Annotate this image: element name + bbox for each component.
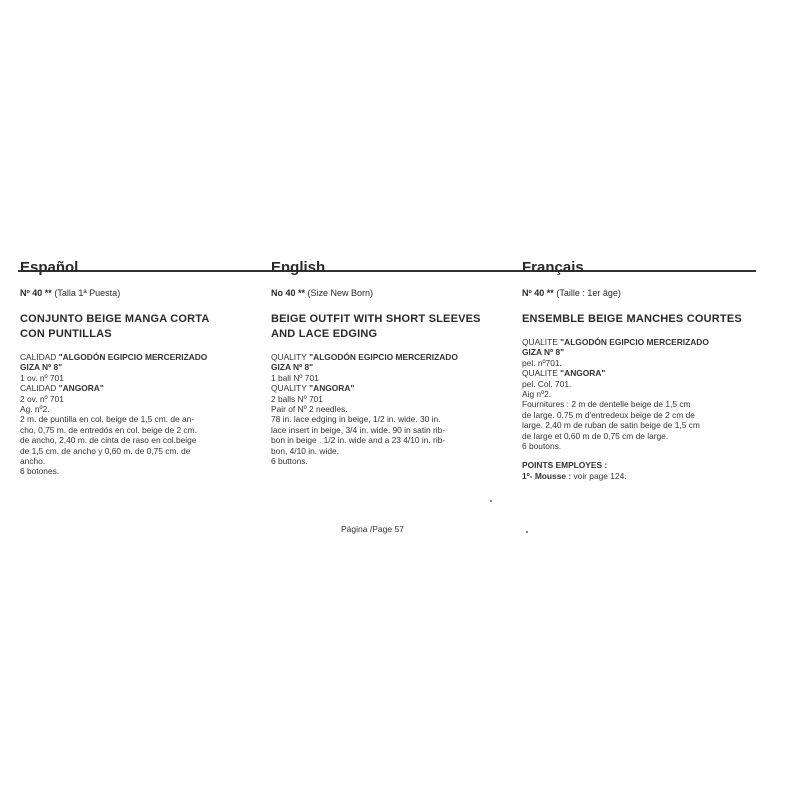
language-heading: Español	[20, 259, 79, 276]
quality-amount: 1 ov. nº 701	[20, 372, 64, 383]
column-english	[271, 254, 509, 466]
pattern-number: No 40 **	[271, 288, 306, 298]
materials-line: lace insert in beige, 3/4 in. wide. 90 in satin rib-	[271, 424, 446, 435]
quality-value: "ALGODÓN EGIPCIO MERCERIZADO	[58, 352, 208, 362]
scan-speck	[490, 500, 492, 502]
materials-line: 6 botones.	[20, 466, 60, 477]
quality-label: QUALITY	[271, 352, 307, 362]
materials-line: 6 boutons.	[522, 441, 562, 452]
materials-line: de large et 0,60 m de 0,75 cm de large.	[522, 430, 669, 441]
quality-amount: pel. nº701.	[522, 357, 562, 368]
pattern-reference	[20, 288, 258, 299]
quality-value: "ALGODÓN EGIPCIO MERCERIZADO	[309, 352, 458, 362]
materials-line: Fournitures : 2 m de dentelle beige de 1,5 cm	[522, 399, 691, 410]
quality2-amount: 2 balls Nº 701	[271, 393, 323, 404]
pattern-number: Nº 40 **	[522, 288, 554, 298]
quality2-label: CALIDAD	[20, 383, 57, 394]
pattern-body	[271, 352, 509, 466]
quality-value-cont: GIZA Nº 8"	[271, 362, 314, 373]
pattern-title-line1: CONJUNTO BEIGE MANGA CORTA	[20, 313, 210, 325]
quality-label: QUALITE	[522, 337, 558, 347]
pattern-title	[522, 312, 760, 327]
materials-line: bon in beige . 1/2 in. wide and a 23 4/10 in. rib-	[271, 435, 446, 446]
pattern-size: (Talla 1ª Puesta)	[54, 288, 121, 298]
materials-line: 6 buttons.	[271, 456, 308, 467]
stitch-item: 1º- Mousse : voir page 124.	[522, 470, 627, 481]
scan-speck	[526, 531, 528, 533]
page-footer: Página /Page 57	[341, 524, 404, 534]
quality2-amount: 2 ov. nº 701	[20, 393, 64, 404]
pattern-title-line1: BEIGE OUTFIT WITH SHORT SLEEVES	[271, 313, 481, 325]
quality2-amount: pel. Col. 701.	[522, 378, 572, 389]
pattern-size: (Size New Born)	[307, 288, 374, 298]
pattern-reference	[522, 288, 760, 299]
quality-value-cont: GIZA Nº 8"	[20, 362, 63, 373]
pattern-body	[522, 337, 760, 481]
needles-text: Ag. nº2.	[20, 404, 50, 415]
pattern-title-line2: AND LACE EDGING	[271, 328, 378, 340]
quality2-value: "ANGORA"	[560, 368, 606, 379]
materials-line: 78 in. lace edging in beige, 1/2 in. wide. 30 in.	[271, 414, 441, 425]
quality2-label: QUALITY	[271, 383, 307, 394]
materials-line: de ancho, 2,40 m. de cinta de raso en col.beige	[20, 435, 197, 446]
quality2-value: "ANGORA"	[58, 383, 104, 394]
quality2-value: "ANGORA"	[309, 383, 355, 394]
materials-line: cho, 0,75 m. de entredós en col. beige de 2 cm.	[20, 424, 197, 435]
pattern-body	[20, 352, 258, 477]
pattern-title	[271, 312, 509, 342]
materials-line: large. 2,40 m de ruban de satin beige de 1,5 cm	[522, 420, 700, 431]
materials-line: bon, 4/10 in. wide.	[271, 445, 339, 456]
pattern-number: Nº 40 **	[20, 288, 52, 298]
stitches-heading: POINTS EMPLOYES :	[522, 460, 608, 471]
pattern-title	[20, 312, 258, 342]
pattern-reference	[271, 288, 509, 299]
language-heading: Français	[522, 259, 584, 276]
needles-text: Pair of Nº 2 needles.	[271, 404, 348, 415]
materials-line: ancho.	[20, 456, 46, 467]
quality-label: CALIDAD	[20, 352, 57, 362]
column-spanish	[20, 254, 258, 477]
pattern-title-line2: CON PUNTILLAS	[20, 328, 112, 340]
quality-amount: 1 ball Nº 701	[271, 372, 319, 383]
language-heading: English	[271, 259, 326, 276]
materials-line: 2 m. de puntilla en col. beige de 1,5 cm. de an-	[20, 414, 195, 425]
column-french	[522, 254, 760, 481]
pattern-size: (Taille : 1er âge)	[556, 288, 621, 298]
materials-line: de 1,5 cm. de ancho y 0,60 m. de 0,75 cm. de	[20, 445, 191, 456]
needles-text: Aig nº2.	[522, 389, 552, 400]
quality-value: "ALGODÓN EGIPCIO MERCERIZADO	[560, 337, 709, 347]
materials-line: de large. 0,75 m d'entredeux beige de 2 cm de	[522, 409, 695, 420]
quality-value-cont: GIZA Nº 8"	[522, 347, 565, 358]
pattern-title-line1: ENSEMBLE BEIGE MANCHES COURTES	[522, 313, 742, 325]
quality2-label: QUALITE	[522, 368, 558, 379]
